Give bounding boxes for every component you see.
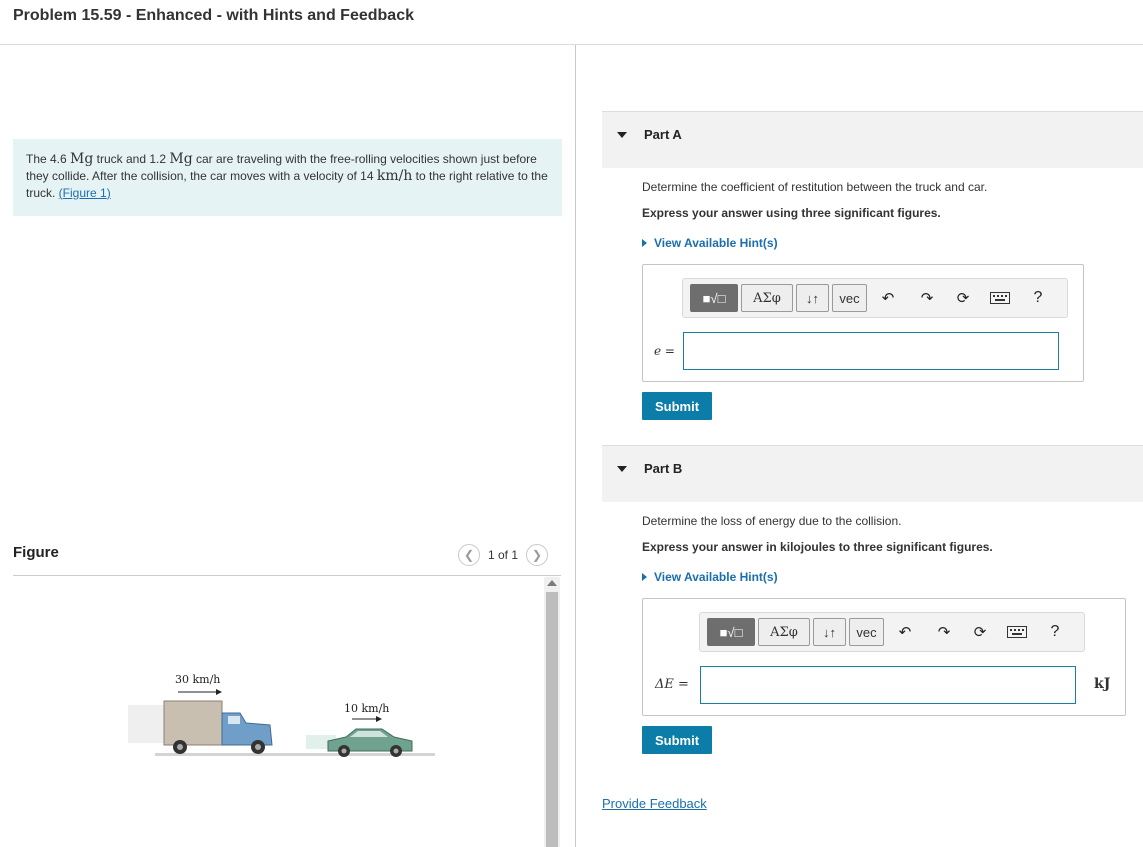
column-divider [575, 45, 576, 847]
chevron-left-icon[interactable]: ❮ [458, 544, 480, 566]
part-b-answer-area [642, 598, 1126, 716]
help-button[interactable]: ? [1033, 289, 1043, 306]
redo-icon[interactable]: ↷ [920, 290, 934, 307]
provide-feedback-link[interactable]: Provide Feedback [602, 796, 707, 811]
problem-text-2: truck and 1.2 [93, 152, 170, 166]
page-title: Problem 15.59 - Enhanced - with Hints and Feedback [13, 7, 414, 24]
part-b-title: Part B [644, 461, 683, 476]
problem-statement [13, 139, 562, 216]
help-button[interactable]: ? [1050, 623, 1060, 640]
chevron-right-icon[interactable]: ❯ [526, 544, 548, 566]
part-a-answer-input[interactable] [683, 332, 1059, 370]
templates-button[interactable]: ■√□ [690, 284, 738, 312]
velocity-unit: km/h [376, 168, 413, 184]
expand-triangle-icon [642, 573, 647, 581]
problem-text-4: to the right relative to the truck. [26, 169, 548, 200]
part-b-answer-input[interactable] [700, 666, 1076, 704]
part-a-hint-link[interactable]: View Available Hint(s) [642, 236, 778, 250]
part-b-variable-label: ΔE = [655, 677, 689, 692]
greek-letters-button[interactable]: ΑΣφ [758, 618, 810, 646]
figure-label: Figure [13, 544, 59, 561]
part-b-unit-label: kJ [1094, 676, 1111, 692]
part-a-math-toolbar [682, 278, 1068, 318]
part-a-variable-label: e = [654, 344, 675, 358]
truck-window [228, 716, 240, 724]
reset-icon[interactable]: ⟳ [973, 624, 987, 641]
vector-button[interactable]: vec [849, 618, 884, 646]
redo-icon[interactable]: ↷ [937, 624, 951, 641]
undo-icon[interactable]: ↶ [881, 290, 895, 307]
reset-icon[interactable]: ⟳ [956, 290, 970, 307]
subscript-superscript-button[interactable]: ↓↑ [813, 618, 846, 646]
part-a-submit-button[interactable]: Submit [642, 392, 712, 420]
problem-text-1: The 4.6 [26, 152, 71, 166]
figure-navigation [458, 544, 548, 566]
collapse-triangle-icon[interactable] [617, 466, 627, 472]
part-b-submit-button[interactable]: Submit [642, 726, 712, 754]
part-b-hint-link[interactable]: View Available Hint(s) [642, 570, 778, 584]
expand-triangle-icon [642, 239, 647, 247]
vector-button[interactable]: vec [832, 284, 867, 312]
figure-link[interactable]: (Figure 1) [58, 186, 111, 200]
scroll-up-arrow-icon[interactable] [547, 580, 557, 586]
part-b-math-toolbar [699, 612, 1085, 652]
collapse-triangle-icon[interactable] [617, 132, 627, 138]
greek-letters-button[interactable]: ΑΣφ [741, 284, 793, 312]
part-b-instruction: Express your answer in kilojoules to three significant figures. [642, 540, 993, 554]
part-a-answer-area [642, 264, 1084, 382]
subscript-superscript-button[interactable]: ↓↑ [796, 284, 829, 312]
truck-motion-blur [128, 705, 166, 743]
part-a-instruction: Express your answer using three significant figures. [642, 206, 941, 220]
undo-icon[interactable]: ↶ [898, 624, 912, 641]
car-mass-unit: Mg [169, 151, 193, 167]
part-a-header[interactable] [602, 111, 1143, 168]
truck-mass-unit: Mg [70, 151, 94, 167]
problem-text-3: car are traveling with the free-rolling velocities shown just before they collide. After the collision, the car moves with a velocity of 14 [26, 152, 537, 183]
car-speed-label: 10 km/h [344, 702, 390, 715]
part-a-question: Determine the coefficient of restitution between the truck and car. [642, 180, 988, 194]
figure-scrollbar-thumb[interactable] [546, 592, 558, 847]
part-b-question: Determine the loss of energy due to the collision. [642, 514, 902, 528]
keyboard-icon[interactable] [1006, 622, 1028, 642]
keyboard-icon[interactable] [989, 288, 1011, 308]
figure-divider [13, 575, 561, 576]
title-divider [0, 44, 1143, 45]
truck-speed-label: 30 km/h [175, 673, 221, 686]
figure-counter: 1 of 1 [488, 548, 519, 562]
part-a-title: Part A [644, 127, 682, 142]
part-b-header[interactable] [602, 445, 1143, 502]
collision-figure [120, 665, 440, 765]
truck-cargo-box [164, 701, 222, 745]
templates-button[interactable]: ■√□ [707, 618, 755, 646]
